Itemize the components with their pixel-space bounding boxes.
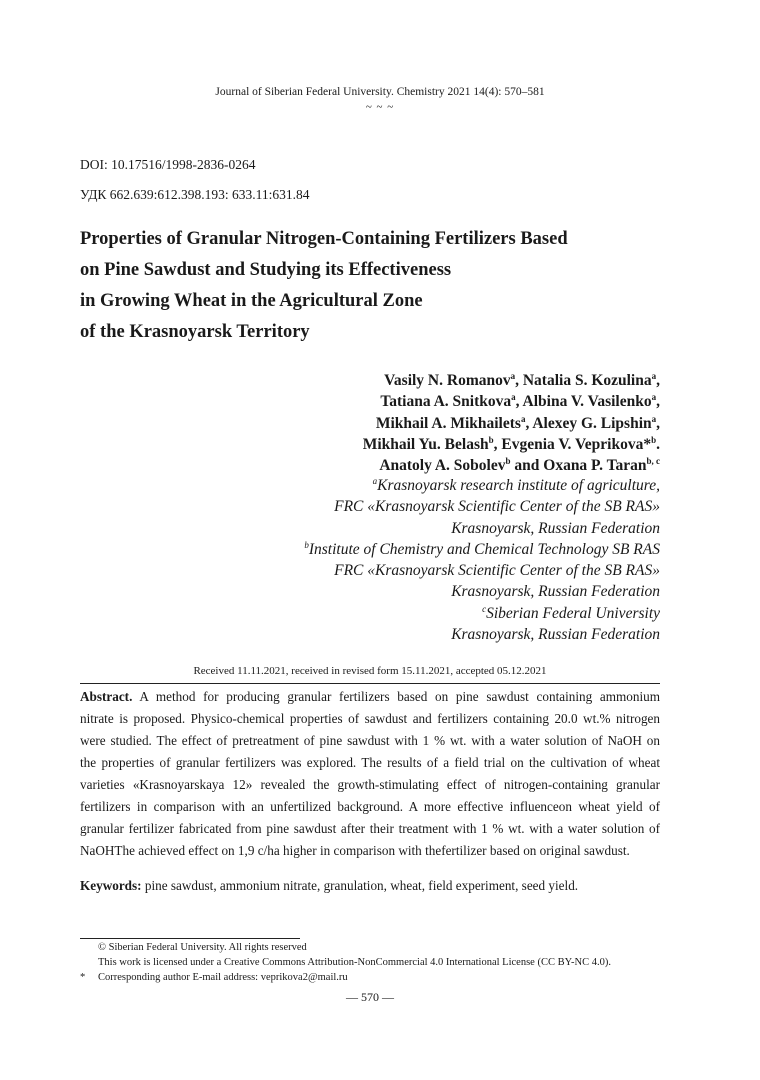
affiliation-line xyxy=(304,475,660,496)
keywords-text: pine sawdust, ammonium nitrate, granulation, wheat, field experiment, seed yield. xyxy=(141,878,579,893)
corresponding-email[interactable]: Corresponding author E-mail address: veprikova2@mail.ru xyxy=(98,972,348,983)
journal-header: Journal of Siberian Federal University. Chemistry 2021 14(4): 570–581 xyxy=(215,86,545,98)
affiliation-line: Krasnoyarsk, Russian Federation xyxy=(451,626,660,644)
separator: , xyxy=(656,372,660,389)
affiliation-mark: b, c xyxy=(646,456,660,467)
author-line xyxy=(363,434,660,455)
abstract-line: granular fertilizer fabricated from pine sawdust after their treatment with 1 % wt. with a water solution of xyxy=(80,821,660,836)
affiliation-mark: a xyxy=(651,370,657,381)
affiliation-line: Krasnoyarsk, Russian Federation xyxy=(451,583,660,601)
header-ornament: ~ ~ ~ xyxy=(365,101,395,113)
affiliation-mark: c xyxy=(482,603,487,614)
affiliation-mark: a xyxy=(651,392,657,403)
author-line xyxy=(363,455,660,476)
received-dates: Received 11.11.2021, received in revised form 15.11.2021, accepted 05.12.2021 xyxy=(193,665,547,677)
abstract-label: Abstract. xyxy=(80,689,133,704)
corresponding-author-note xyxy=(80,972,348,983)
page-number: — 570 — xyxy=(346,990,394,1004)
affiliation-mark: b xyxy=(651,434,657,445)
affiliation-line xyxy=(304,603,660,624)
abstract-line: were studied. The effect of pretreatment of pine sawdust with 1 % wt. with a water solution of NaOH on xyxy=(80,733,660,748)
author-name: and Oxana P. Taran xyxy=(510,457,647,475)
author-list xyxy=(363,370,660,476)
affiliation-mark: b xyxy=(505,456,511,467)
affiliation-text: Krasnoyarsk research institute of agriculture, xyxy=(377,477,660,494)
abstract-line xyxy=(80,686,660,708)
author-name: , Alexey G. Lipshin xyxy=(525,414,652,432)
article-title xyxy=(80,224,680,348)
affiliation-mark: a xyxy=(520,413,526,424)
title-line: of the Krasnoyarsk Territory xyxy=(80,322,310,342)
author-name: Mikhail A. Mikhailets xyxy=(375,414,521,432)
copyright-note: © Siberian Federal University. All rights reserved xyxy=(98,942,307,953)
affiliation-line: Krasnoyarsk, Russian Federation xyxy=(451,519,660,537)
keywords xyxy=(80,878,680,894)
divider xyxy=(80,683,660,684)
udk-code: УДК 662.639:612.398.193: 633.11:631.84 xyxy=(80,187,310,202)
abstract-line: the properties of granular fertilizers was explored. The results of a field trial on the cultivation of wheat xyxy=(80,755,660,770)
author-name: , Evgenia V. Veprikova* xyxy=(493,435,652,453)
affiliation-line xyxy=(304,539,660,560)
author-name: Tatiana A. Snitkova xyxy=(380,393,512,411)
footnote-rule xyxy=(80,938,300,939)
affiliations xyxy=(304,475,660,645)
affiliation-mark: a xyxy=(651,413,657,424)
abstract-line: varieties «Krasnoyarskaya 12» revealed the growth-stimulating effect of nitrogen-containing granular xyxy=(80,777,660,792)
author-line xyxy=(363,391,660,412)
abstract xyxy=(80,686,660,862)
affiliation-mark: a xyxy=(372,475,378,486)
doi[interactable]: DOI: 10.17516/1998-2836-0264 xyxy=(80,157,256,172)
author-name: , Albina V. Vasilenko xyxy=(515,393,652,411)
affiliation-line: FRC «Krasnoyarsk Scientific Center of the SB RAS» xyxy=(334,562,660,580)
affiliation-text: Siberian Federal University xyxy=(486,604,660,622)
author-name: , Natalia S. Kozulina xyxy=(515,372,652,389)
author-name: Anatoly A. Sobolev xyxy=(379,457,506,475)
keywords-label: Keywords: xyxy=(80,878,142,893)
abstract-line: nitrate is proposed. Physico-chemical properties of sawdust and fertilizers containing 20.0 wt.% nitrogen xyxy=(80,711,660,726)
abstract-text: A method for producing granular fertilizers based on pine sawdust containing ammonium xyxy=(132,689,660,704)
affiliation-mark: b xyxy=(488,434,494,445)
affiliation-line: FRC «Krasnoyarsk Scientific Center of the SB RAS» xyxy=(334,498,660,516)
author-line xyxy=(363,370,660,391)
separator: , xyxy=(656,393,660,411)
title-line: in Growing Wheat in the Agricultural Zone xyxy=(80,291,423,311)
affiliation-mark: a xyxy=(510,370,516,381)
author-name: Mikhail Yu. Belash xyxy=(362,435,489,453)
affiliation-mark: a xyxy=(511,392,516,403)
affiliation-text: Institute of Chemistry and Chemical Technology SB RAS xyxy=(308,540,660,558)
license-note[interactable]: This work is licensed under a Creative Commons Attribution-NonCommercial 4.0 International License (CC BY-NC 4.0). xyxy=(98,957,611,968)
title-line: Properties of Granular Nitrogen-Containing Fertilizers Based xyxy=(80,229,568,249)
footnote-mark: * xyxy=(80,972,86,983)
separator: . xyxy=(656,435,660,453)
author-line xyxy=(363,413,660,434)
title-line: on Pine Sawdust and Studying its Effectiveness xyxy=(80,260,452,280)
abstract-line: fertilizers in comparison with an unfertilized background. A more effective influenceon wheat yield of xyxy=(80,799,660,814)
abstract-line: NaOHThe achieved effect on 1,9 c/ha higher in comparison with thefertilizer based on original sawdust. xyxy=(80,843,630,858)
affiliation-mark: b xyxy=(304,539,309,550)
author-name: Vasily N. Romanov xyxy=(384,372,511,389)
separator: , xyxy=(656,414,660,432)
